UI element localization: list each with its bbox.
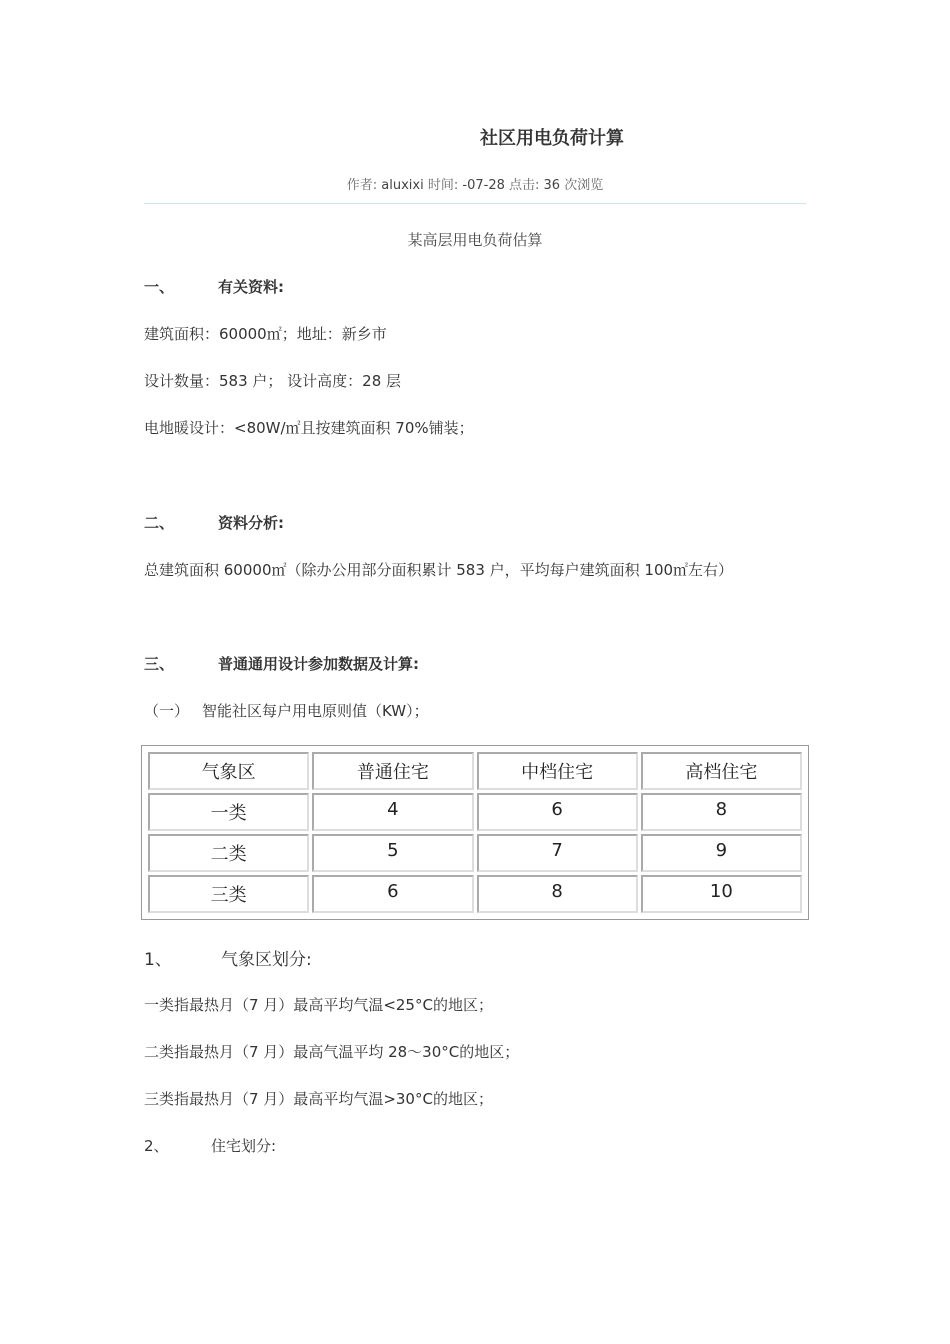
table-row [148,834,802,872]
paragraph: 设计数量：583 户； 设计高度：28 层 [144,372,402,390]
paragraph: 一类指最热月（7 月）最高平均气温<25°C的地区； [144,996,493,1014]
subsection-number: （一） [144,702,190,720]
time-value: -07-28 [462,178,505,193]
table-cell: 8 [477,875,638,913]
table-cell: 二类 [148,834,309,872]
clicks-suffix: 次浏览 [564,178,604,193]
subsection-heading [144,700,429,721]
subsection-title: 智能社区每户用电原则值（KW）； [202,702,429,720]
item-1-title: 气象区划分: [221,950,312,970]
header-divider [144,203,806,204]
section-3-heading [144,653,419,674]
paragraph: 三类指最热月（7 月）最高平均气温>30°C的地区； [144,1090,493,1108]
article-meta [0,174,950,193]
table-cell: 三类 [148,875,309,913]
table-cell: 4 [312,793,473,831]
table-cell: 9 [641,834,802,872]
table-header-cell: 高档住宅 [641,752,802,790]
paragraph: 建筑面积：60000㎡；地址：新乡市 [144,325,387,343]
author-name: aluxixi [381,178,424,193]
table-row [148,793,802,831]
table-cell: 一类 [148,793,309,831]
section-1-heading [144,276,284,297]
clicks-value: 36 [543,178,561,193]
table-header-row [148,752,802,790]
article-subtitle: 某高层用电负荷估算 [407,231,543,249]
time-label: 时间: [427,178,459,193]
table-cell: 6 [477,793,638,831]
table-header-cell: 中档住宅 [477,752,638,790]
table-cell: 8 [641,793,802,831]
section-2-number: 二、 [144,514,175,532]
paragraph: 总建筑面积 60000㎡（除办公用部分面积累计 583 户，平均每户建筑面积 100㎡左右） [144,561,734,579]
section-3-number: 三、 [144,655,175,673]
paragraph: 电地暖设计：<80W/㎡且按建筑面积 70%铺装； [144,419,474,437]
power-load-table [141,745,809,920]
table-cell: 7 [477,834,638,872]
section-1-number: 一、 [144,278,175,296]
author-label: 作者: [346,178,378,193]
item-1-heading [144,945,312,970]
item-2-title: 住宅划分: [211,1137,277,1155]
item-2-number: 2、 [144,1137,169,1155]
item-2-heading [144,1135,276,1156]
table-header-cell: 气象区 [148,752,309,790]
section-2-heading [144,512,284,533]
article-title: 社区用电负荷计算 [480,128,624,149]
item-1-number: 1、 [144,950,172,970]
section-1-title: 有关资料: [218,278,284,296]
clicks-label: 点击: [509,178,540,193]
power-load-grid [145,749,805,916]
section-3-title: 普通通用设计参加数据及计算: [218,655,419,673]
table-cell: 10 [641,875,802,913]
table-cell: 6 [312,875,473,913]
table-header-cell: 普通住宅 [312,752,473,790]
section-2-title: 资料分析: [218,514,284,532]
paragraph: 二类指最热月（7 月）最高气温平均 28～30°C的地区； [144,1043,520,1061]
table-cell: 5 [312,834,473,872]
table-row [148,875,802,913]
